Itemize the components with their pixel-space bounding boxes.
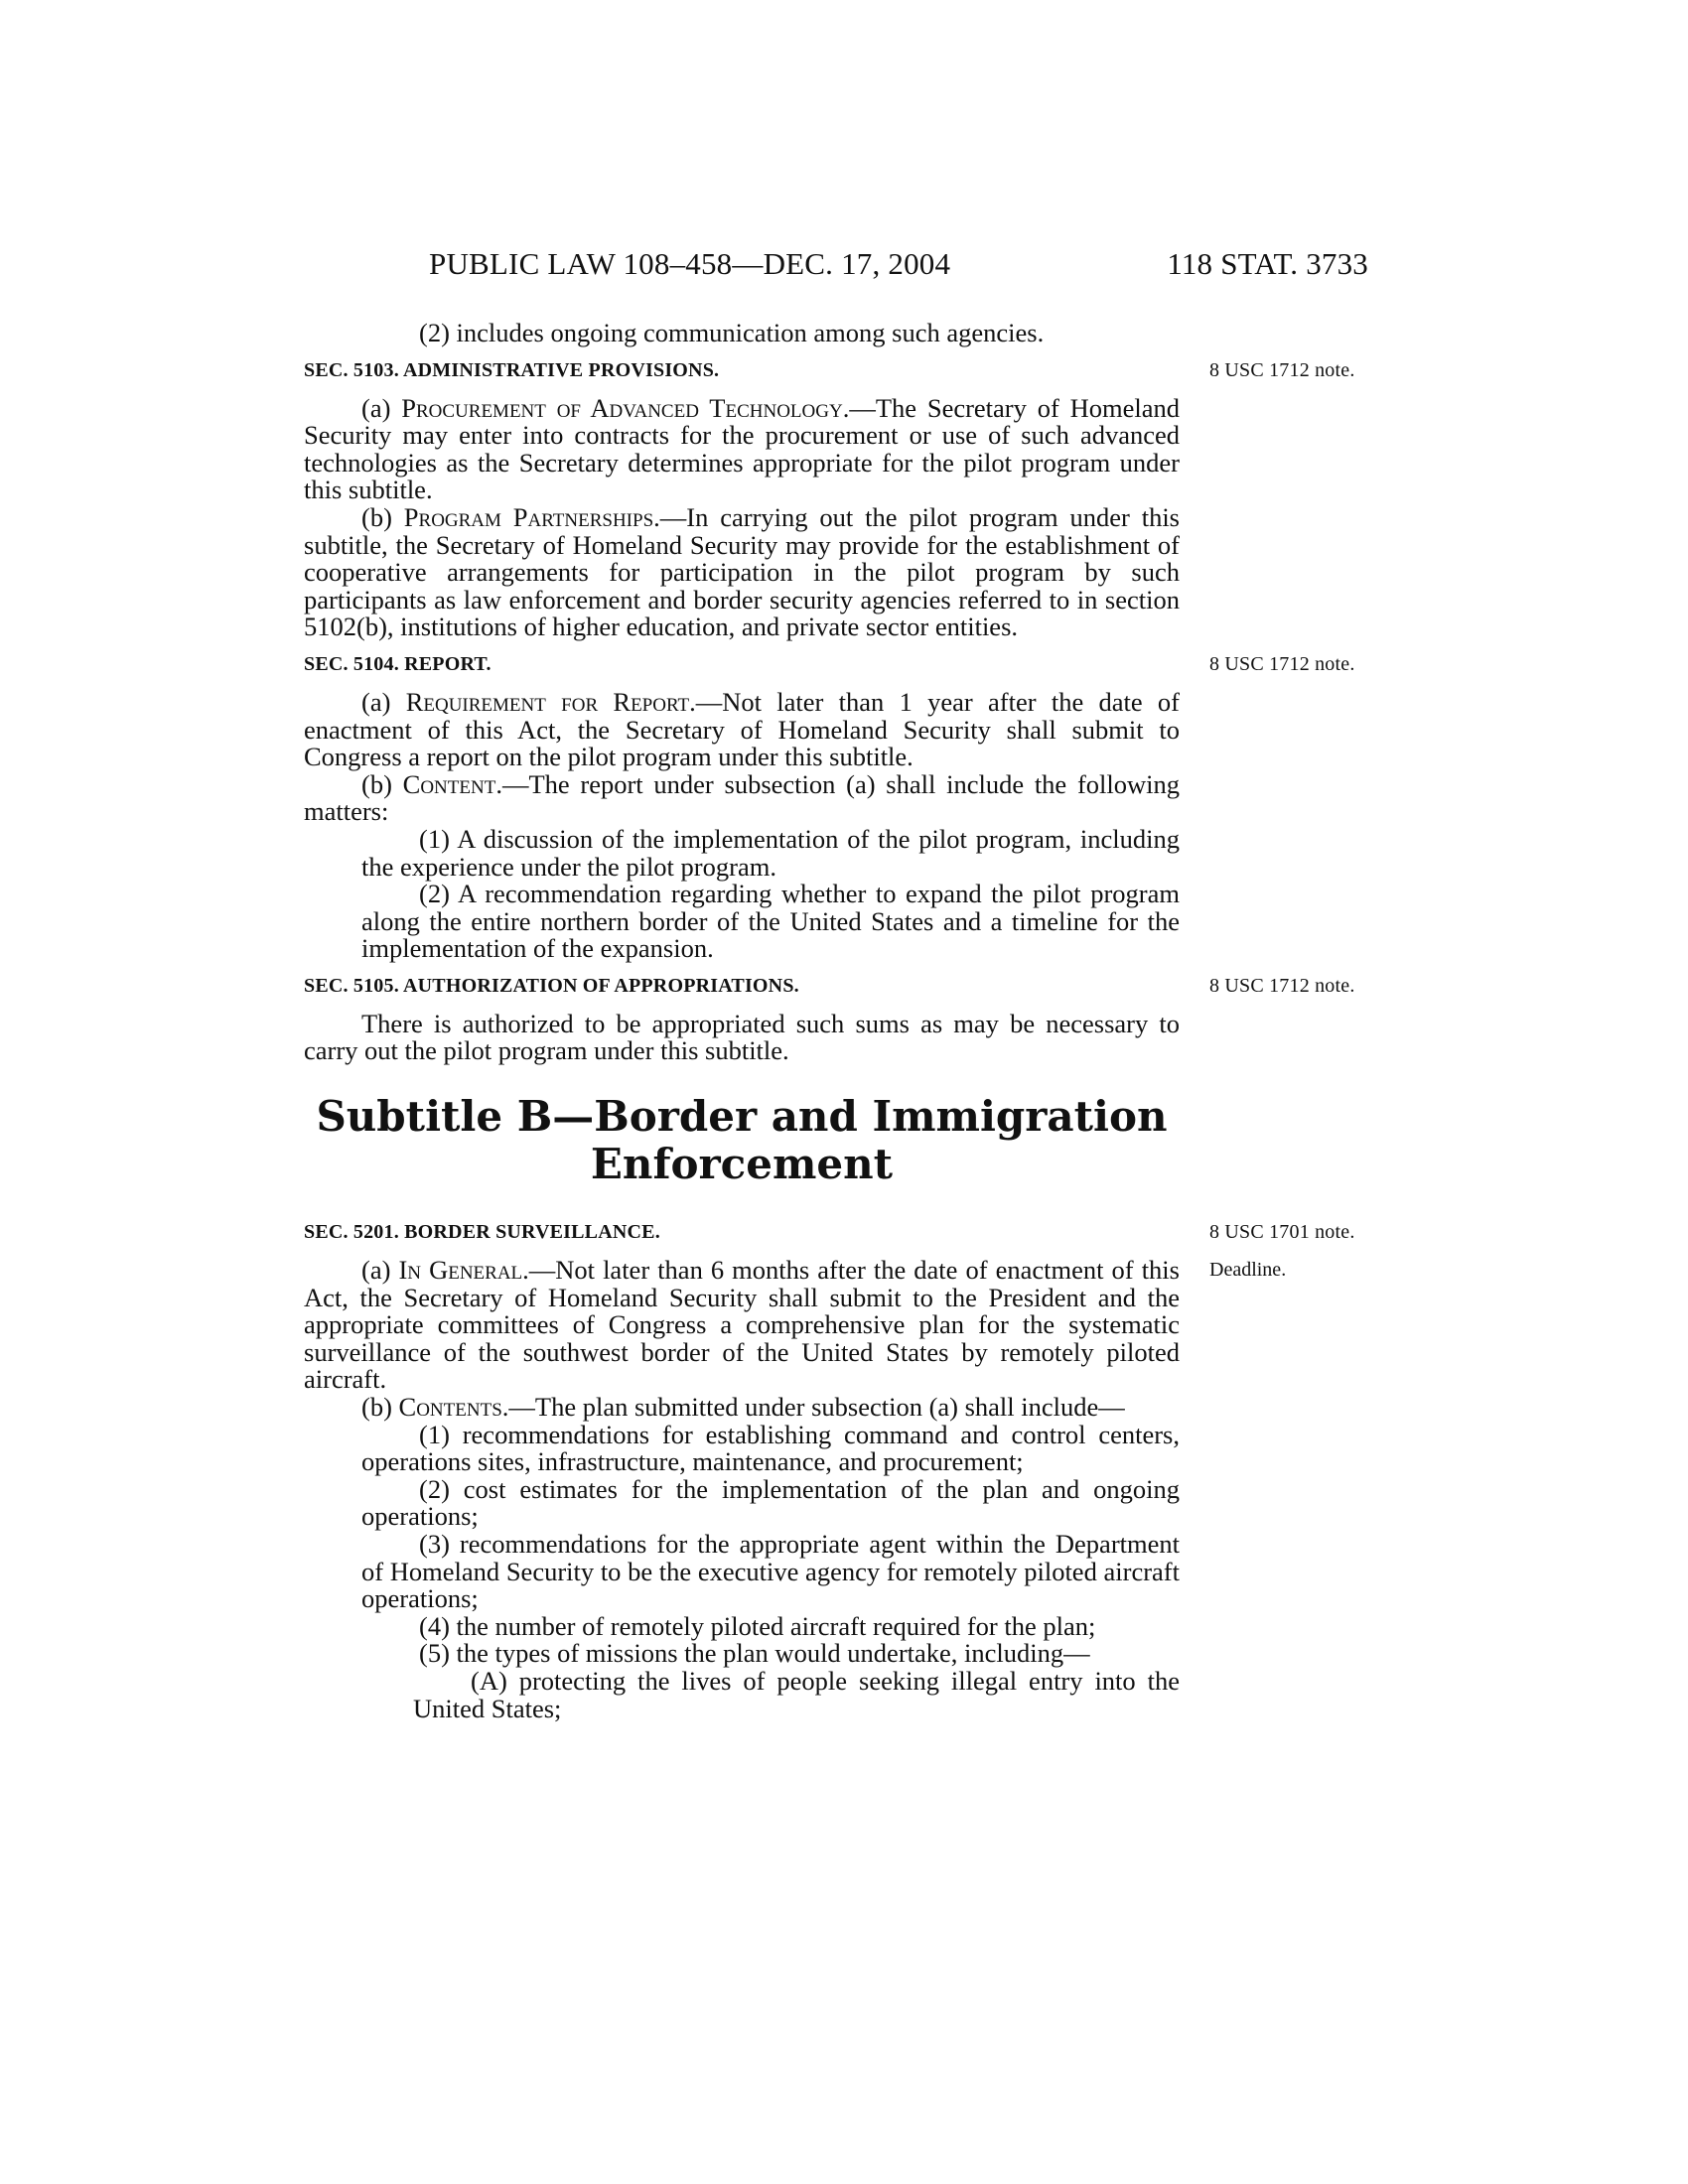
subsection-label: (b)	[361, 768, 403, 799]
subsection-title: Requirement for Report	[405, 686, 690, 717]
subtitle-line-1: Subtitle B—Border and Immigration	[316, 1092, 1168, 1142]
running-header-right: 118 STAT. 3733	[1167, 246, 1368, 281]
paragraph-5103b	[304, 501, 1180, 642]
paragraph-5105: There is authorized to be appropriated such sums as may be necessary to carry out the pilot program under this subtitle.	[304, 1008, 1180, 1066]
paragraph-5201a	[304, 1257, 1180, 1394]
paragraph-5201b4: (4) the number of remotely piloted aircraft required for the plan;	[419, 1610, 1096, 1641]
subsection-title: Procurement of Advanced Technology	[401, 392, 843, 423]
paragraph-5104b2: (2) A recommendation regarding whether to expand the pilot program along the entire northern border of the United States and a timeline for the implementation of the expansion.	[361, 879, 1180, 964]
paragraph-5201b3: (3) recommendations for the appropriate agent within the Department of Homeland Security to be the executive agency for remotely piloted aircraft operations;	[361, 1529, 1180, 1614]
subsection-label: (a)	[361, 1255, 399, 1286]
section-heading-text: SEC. 5201. BORDER SURVEILLANCE.	[304, 1221, 660, 1244]
paragraph-5103a	[304, 392, 1180, 505]
paragraph-5104b	[304, 768, 1180, 827]
subsection-label: (b)	[361, 501, 404, 532]
subsection-label: (b)	[361, 1392, 399, 1423]
section-heading-text: SEC. 5103. ADMINISTRATIVE PROVISIONS.	[304, 358, 720, 381]
document-body	[304, 318, 1355, 1723]
subsection-5201a-block	[304, 1255, 1287, 1395]
section-5201-heading	[304, 1220, 1355, 1244]
paragraph-intro: (2) includes ongoing communication among such agencies.	[419, 318, 1045, 347]
paragraph-5104a	[304, 686, 1180, 772]
paragraph-5201b5A: (A) protecting the lives of people seeking illegal entry into the United States;	[413, 1665, 1180, 1723]
section-5104-heading	[304, 652, 1355, 676]
subtitle-line-2: Enforcement	[590, 1140, 894, 1189]
usc-margin-note: 8 USC 1701 note.	[1209, 1221, 1355, 1244]
subsection-title: In General	[398, 1255, 523, 1286]
subsection-title: Contents	[398, 1392, 502, 1423]
section-5105-heading	[304, 974, 1355, 998]
subsection-title: Content	[402, 768, 496, 799]
paragraph-5201b1: (1) recommendations for establishing command and control centers, operations sites, infrastructure, maintenance, and procurement;	[361, 1419, 1180, 1477]
section-heading-text: SEC. 5104. REPORT.	[304, 652, 492, 675]
subsection-title: Program Partnerships	[403, 501, 654, 532]
running-header-left: PUBLIC LAW 108–458—DEC. 17, 2004	[429, 246, 951, 281]
subsection-text: .—Not later than 6 months after the date of enactment of this Act, the Secretary of Homeland Security shall submit to the President and the appropriate committees of Congress a comprehensive plan for the systematic surveillance of the southwest border of the United States by remotely piloted aircraft.	[304, 1255, 1180, 1395]
usc-margin-note: 8 USC 1712 note.	[1209, 974, 1355, 997]
subtitle-heading	[304, 1093, 1180, 1188]
subsection-text: .—The Secretary of Homeland Security may enter into contracts for the procurement or use of such advanced technologies as the Secretary determines appropriate for the pilot program under this subtitle.	[304, 392, 1180, 505]
usc-margin-note: 8 USC 1712 note.	[1209, 358, 1355, 381]
subsection-text: .—The plan submitted under subsection (a) shall include—	[501, 1392, 1125, 1423]
subsection-text: .—The report under subsection (a) shall include the following matters:	[304, 768, 1180, 827]
subsection-label: (a)	[361, 392, 402, 423]
paragraph-5201b	[304, 1394, 1180, 1422]
paragraph-5201b2: (2) cost estimates for the implementation of the plan and ongoing operations;	[361, 1473, 1180, 1532]
paragraph-5104b1: (1) A discussion of the implementation of the pilot program, including the experience under the pilot program.	[361, 823, 1180, 882]
paragraph-5201b5: (5) the types of missions the plan would undertake, including—	[419, 1638, 1090, 1669]
section-heading-text: SEC. 5105. AUTHORIZATION OF APPROPRIATIONS.	[304, 974, 799, 997]
subsection-text: .—Not later than 1 year after the date of enactment of this Act, the Secretary of Homeland Security shall submit to Congress a report on the pilot program under this subtitle.	[304, 686, 1180, 772]
subsection-label: (a)	[361, 686, 406, 717]
subsection-text: .—In carrying out the pilot program under this subtitle, the Secretary of Homeland Security may provide for the establishment of cooperative arrangements for participation in the pilot program by such participants as law enforcement and border security agencies referred to in section 5102(b), institutions of higher education, and private sector entities.	[304, 501, 1180, 642]
deadline-margin-note: Deadline.	[1209, 1259, 1287, 1282]
section-5103-heading	[304, 358, 1355, 382]
usc-margin-note: 8 USC 1712 note.	[1209, 652, 1355, 675]
